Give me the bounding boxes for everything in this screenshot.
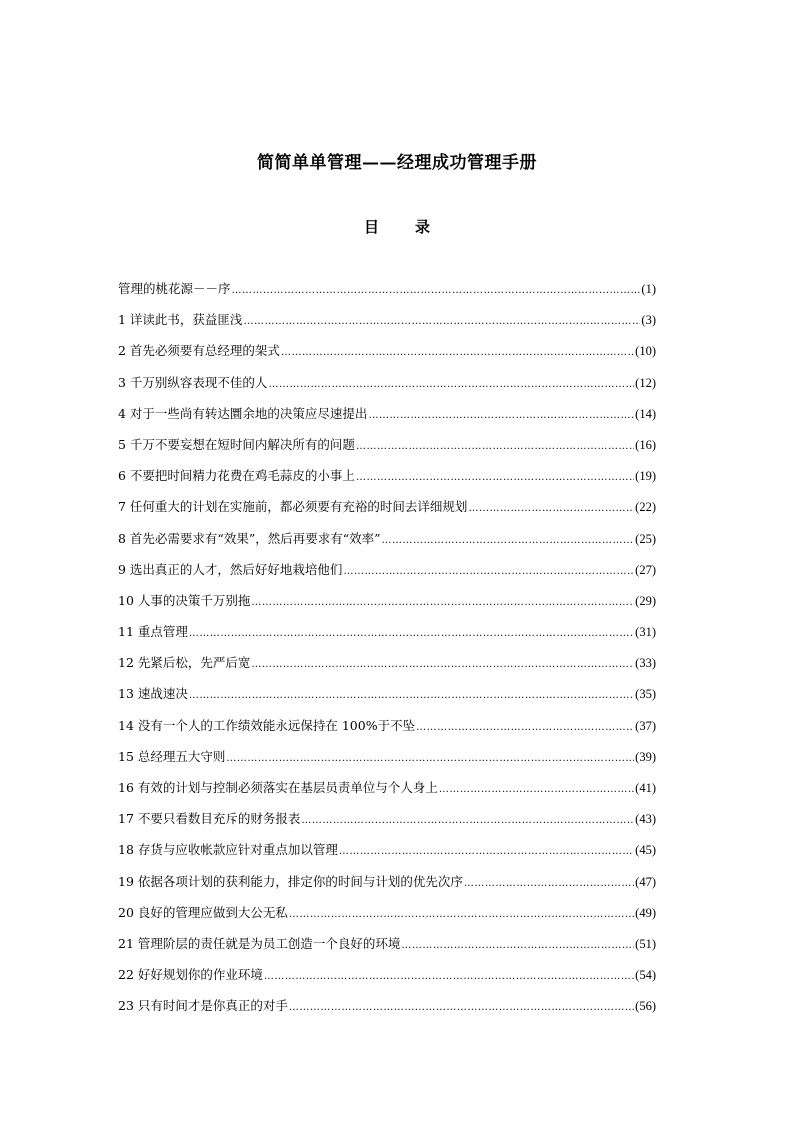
toc-dot-leader [464, 874, 634, 894]
toc-entry[interactable] [118, 965, 656, 996]
toc-entry-page: (27) [635, 562, 656, 577]
toc-entry-title: 22 好好规划你的作业环境 [118, 967, 263, 983]
toc-dot-leader [301, 811, 634, 831]
toc-entry[interactable] [118, 529, 656, 560]
toc-heading-left: 目 [363, 218, 379, 236]
toc-dot-leader [251, 593, 634, 613]
toc-dot-leader [264, 967, 634, 987]
toc-dot-leader [401, 936, 634, 956]
toc-dot-leader [339, 842, 634, 862]
toc-entry[interactable] [118, 497, 656, 528]
toc-entry-title: 6 不要把时间精力花费在鸡毛蒜皮的小事上 [118, 468, 355, 484]
toc-entry[interactable] [118, 341, 656, 372]
toc-entry-page: (31) [635, 625, 656, 640]
table-of-contents [118, 279, 656, 1028]
toc-entry-title: 管理的桃花源－－序 [118, 281, 231, 296]
toc-entry-page: (14) [635, 406, 656, 421]
toc-entry-page: (12) [635, 375, 656, 390]
toc-entry-title: 23 只有时间才是你真正的对手 [118, 998, 288, 1014]
toc-entry-page: (56) [635, 999, 656, 1014]
toc-entry-title: 7 任何重大的计划在实施前，都必须要有充裕的时间去详细规划 [118, 499, 468, 515]
toc-entry-title: 18 存货与应收帐款应针对重点加以管理 [118, 842, 338, 858]
toc-entry[interactable] [118, 684, 656, 715]
toc-dot-leader [243, 312, 640, 332]
toc-dot-leader [416, 718, 634, 738]
toc-entry-page: (51) [635, 936, 656, 951]
toc-dot-leader [268, 375, 634, 395]
toc-entry-page: (10) [635, 344, 656, 359]
toc-dot-leader [232, 281, 641, 301]
toc-entry-title: 9 选出真正的人才，然后好好地栽培他们 [118, 561, 343, 577]
toc-entry-page: (22) [635, 500, 656, 515]
toc-entry[interactable] [118, 591, 656, 622]
toc-entry[interactable] [118, 373, 656, 404]
toc-entry[interactable] [118, 560, 656, 591]
toc-entry-title: 20 良好的管理应做到大公无私 [118, 904, 288, 920]
toc-entry-page: (16) [635, 437, 656, 452]
toc-dot-leader [289, 998, 634, 1018]
toc-entry-title: 3 千万别纵容表现不佳的人 [118, 374, 268, 390]
toc-entry-title: 4 对于一些尚有转达圜余地的决策应尽速提出 [118, 405, 368, 421]
toc-entry[interactable] [118, 809, 656, 840]
toc-entry-page: (33) [635, 656, 656, 671]
toc-dot-leader [189, 624, 634, 644]
toc-entry[interactable] [118, 778, 656, 809]
toc-entry[interactable] [118, 840, 656, 871]
toc-entry[interactable] [118, 872, 656, 903]
toc-dot-leader [289, 905, 634, 925]
toc-entry-title: 11 重点管理 [118, 624, 188, 640]
toc-entry-page: (29) [635, 593, 656, 608]
toc-dot-leader [468, 499, 634, 519]
toc-dot-leader [382, 531, 635, 551]
toc-entry[interactable] [118, 279, 656, 310]
toc-entry[interactable] [118, 716, 656, 747]
toc-dot-leader [356, 437, 634, 457]
document-title: 简简单单管理——经理成功管理手册 [257, 153, 537, 173]
toc-dot-leader [251, 655, 634, 675]
toc-entry[interactable] [118, 996, 656, 1027]
toc-entry[interactable] [118, 934, 656, 965]
toc-dot-leader [356, 468, 634, 488]
toc-entry-page: (45) [635, 843, 656, 858]
toc-entry[interactable] [118, 466, 656, 497]
toc-entry-title: 17 不要只看数目充斥的财务报表 [118, 811, 301, 827]
toc-entry-title: 21 管理阶层的责任就是为员工创造一个良好的环境 [118, 935, 401, 951]
toc-entry-title: 19 依据各项计划的获利能力，排定你的时间与计划的优先次序 [118, 873, 463, 889]
toc-entry-page: (37) [635, 718, 656, 733]
toc-entry-title: 15 总经理五大守则 [118, 748, 226, 764]
toc-entry[interactable] [118, 653, 656, 684]
toc-entry-title: 14 没有一个人的工作绩效能永远保持在 100%于不坠 [118, 717, 416, 733]
toc-dot-leader [189, 686, 634, 706]
toc-entry-title: 2 首先必须要有总经理的架式 [118, 343, 280, 359]
toc-heading [0, 216, 794, 237]
toc-dot-leader [226, 749, 634, 769]
toc-entry-title: 13 速战速决 [118, 686, 188, 702]
toc-entry-page: (49) [635, 905, 656, 920]
toc-entry-page: (19) [635, 469, 656, 484]
toc-entry-title: 16 有效的计划与控制必须落实在基层员责单位与个人身上 [118, 780, 438, 795]
toc-entry-page: (1) [641, 282, 656, 296]
toc-entry-title: 5 千万不要妄想在短时间内解决所有的问题 [118, 436, 355, 452]
toc-dot-leader [281, 343, 634, 363]
toc-entry-title: 12 先紧后松，先严后宽 [118, 655, 251, 671]
toc-dot-leader [439, 780, 634, 800]
toc-entry-page: (39) [635, 749, 656, 764]
toc-entry[interactable] [118, 903, 656, 934]
toc-entry-page: (25) [635, 531, 656, 546]
toc-entry[interactable] [118, 404, 656, 435]
toc-entry-page: (41) [635, 781, 656, 795]
toc-entry-page: (43) [635, 812, 656, 827]
toc-entry-page: (35) [635, 687, 656, 702]
toc-entry-page: (3) [641, 313, 656, 328]
toc-entry[interactable] [118, 435, 656, 466]
toc-entry-page: (54) [635, 968, 656, 983]
toc-entry[interactable] [118, 310, 656, 341]
toc-dot-leader [368, 406, 634, 426]
toc-entry-page: (47) [635, 874, 656, 889]
toc-heading-right: 录 [415, 218, 431, 236]
toc-entry-title: 8 首先必需要求有“效果”，然后再要求有“效率” [118, 530, 381, 546]
toc-entry-title: 10 人事的决策千万别拖 [118, 592, 251, 608]
toc-entry[interactable] [118, 747, 656, 778]
toc-entry-title: 1 详读此书，获益匪浅 [118, 312, 243, 328]
toc-dot-leader [343, 562, 634, 582]
toc-entry[interactable] [118, 622, 656, 653]
